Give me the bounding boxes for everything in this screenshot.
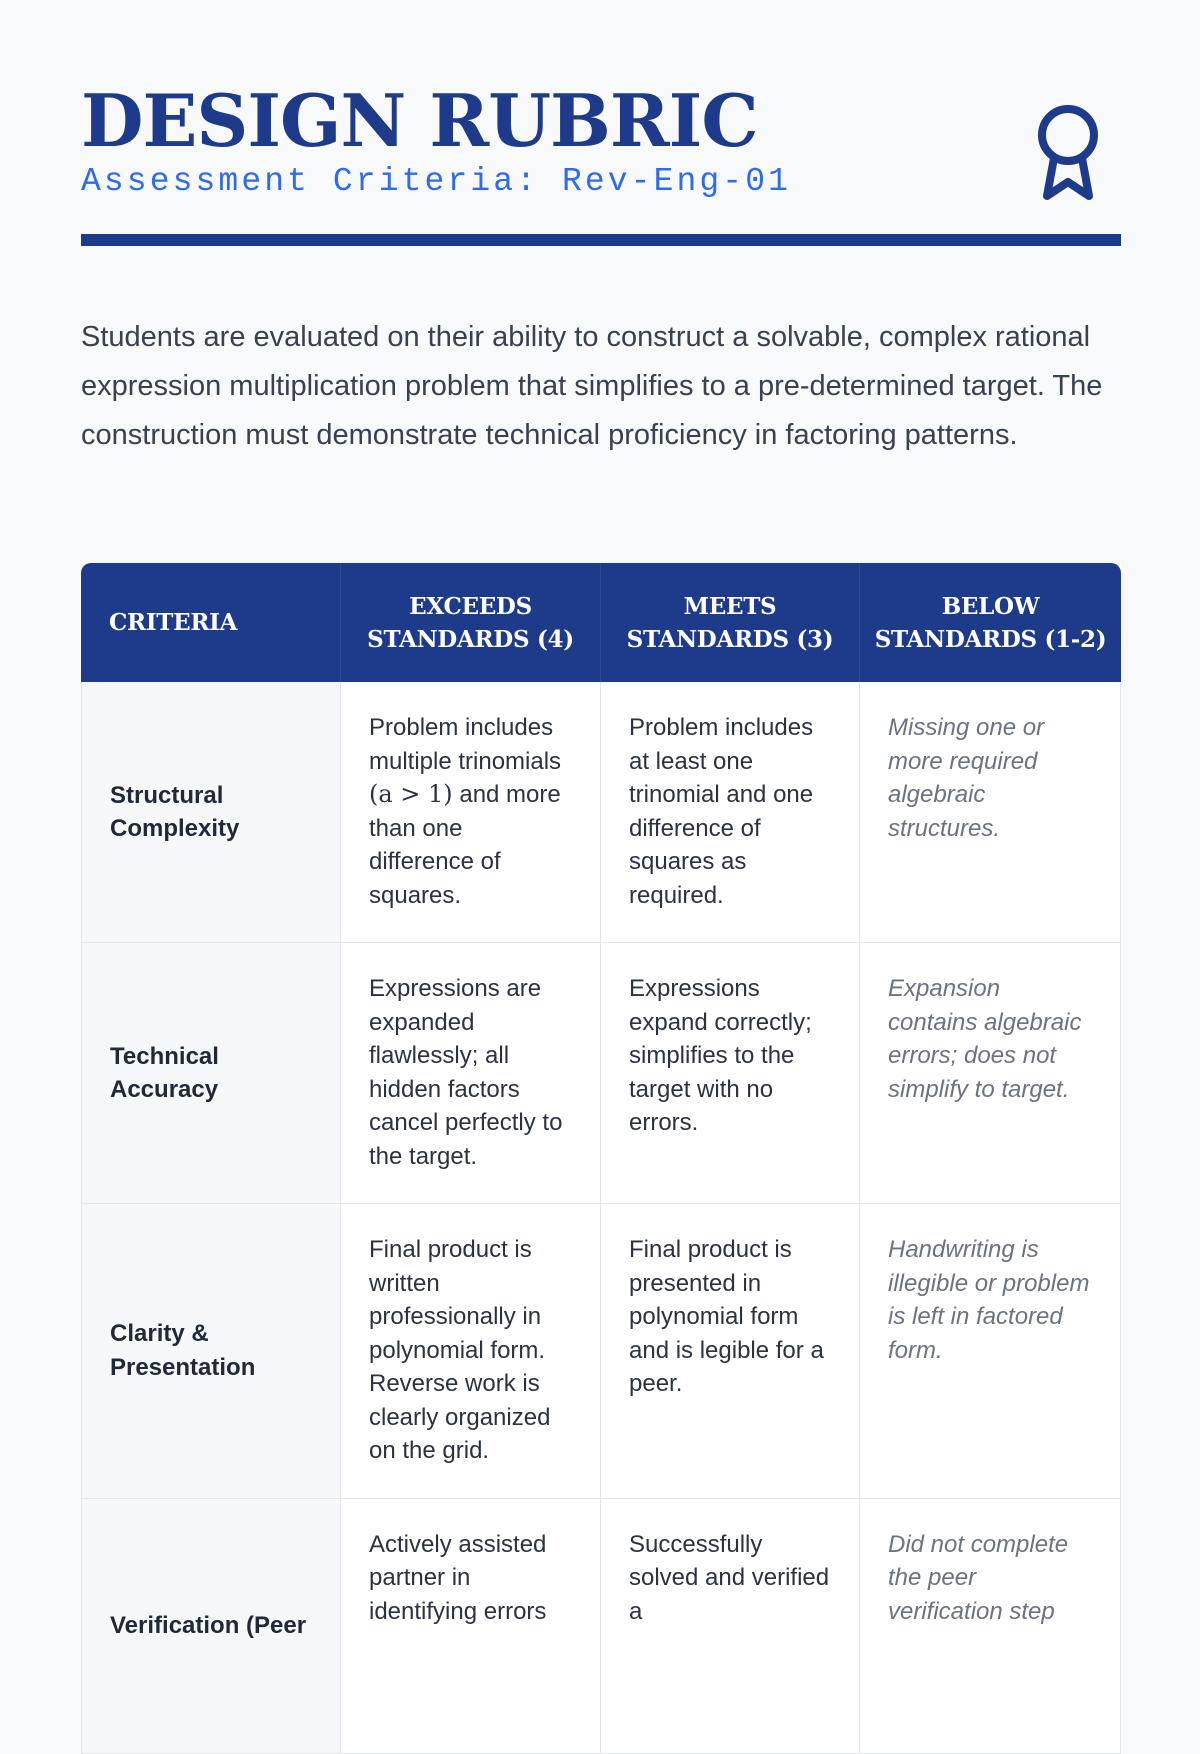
below-cell: Missing one or more required algebraic structures. <box>860 682 1121 943</box>
header-below: BELOW STANDARDS (1-2) <box>860 563 1121 682</box>
header-exceeds: EXCEEDS STANDARDS (4) <box>341 563 601 682</box>
rubric-table <box>81 563 1121 1754</box>
table-row <box>81 1499 1121 1754</box>
table-row <box>81 682 1121 943</box>
meets-cell: Expressions expand correctly; simplifies to the target with no errors. <box>601 943 860 1204</box>
table-row <box>81 943 1121 1204</box>
below-cell: Handwriting is illegible or problem is left in factored form. <box>860 1204 1121 1499</box>
page-title: DESIGN RUBRIC <box>81 78 758 163</box>
exceeds-cell: Actively assisted partner in identifying errors <box>341 1499 601 1754</box>
exceeds-cell <box>341 682 601 943</box>
exceeds-text: and more than one difference of squares. <box>369 781 561 909</box>
page-header <box>81 0 1121 246</box>
meets-cell: Final product is presented in polynomial form and is legible for a peer. <box>601 1204 860 1499</box>
header-meets: MEETS STANDARDS (3) <box>601 563 860 682</box>
exceeds-text: Problem includes multiple trinomials <box>369 714 562 775</box>
below-cell: Did not complete the peer verification step <box>860 1499 1121 1754</box>
exceeds-cell: Final product is written professionally in polynomial form. Reverse work is clearly organized on the grid. <box>341 1204 601 1499</box>
exceeds-cell: Expressions are expanded flawlessly; all hidden factors cancel perfectly to the target. <box>341 943 601 1204</box>
meets-cell: Successfully solved and verified a <box>601 1499 860 1754</box>
criteria-cell: Clarity & Presentation <box>81 1204 341 1499</box>
table-header-row <box>81 563 1121 682</box>
math-expression: (a > 1) <box>369 780 453 808</box>
below-cell: Expansion contains algebraic errors; does not simplify to target. <box>860 943 1121 1204</box>
table-row <box>81 1204 1121 1499</box>
award-ribbon-icon <box>1035 103 1101 205</box>
rubric-page <box>81 0 1121 1639</box>
page-subtitle: Assessment Criteria: Rev-Eng-01 <box>81 163 791 200</box>
header-criteria: CRITERIA <box>81 563 341 682</box>
meets-cell: Problem includes at least one trinomial and one difference of squares as required. <box>601 682 860 943</box>
criteria-cell: Verification (Peer <box>81 1499 341 1754</box>
criteria-cell: Structural Complexity <box>81 682 341 943</box>
criteria-cell: Technical Accuracy <box>81 943 341 1204</box>
intro-paragraph: Students are evaluated on their ability to construct a solvable, complex rational expression multiplication problem that simplifies to a pre-determined target. The construction must demonstrate technical proficiency in factoring patterns. <box>81 321 1103 451</box>
header-divider <box>81 234 1121 246</box>
